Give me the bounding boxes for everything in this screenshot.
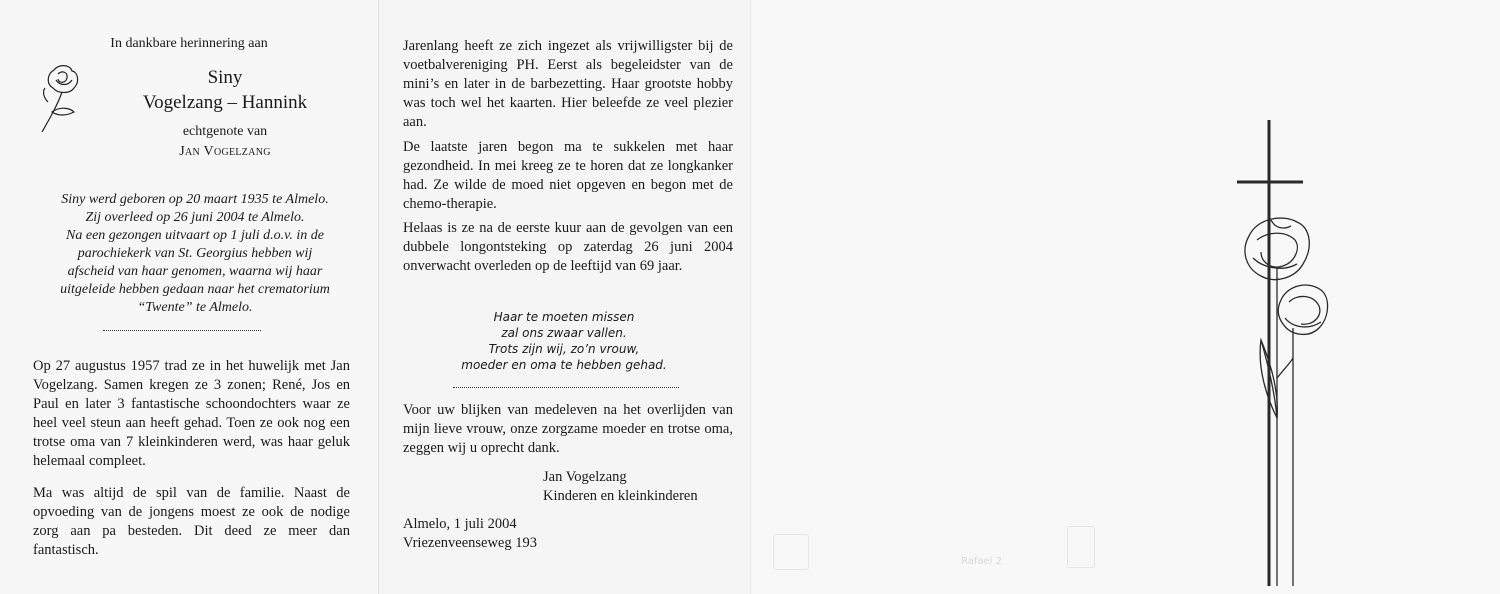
dotted-divider	[103, 330, 261, 331]
poem-line: Haar te moeten missen	[493, 310, 635, 324]
marriage-paragraph: Op 27 augustus 1957 trad ze in het huwelijk met Jan Vogelzang. Samen kregen ze 3 zonen; René, Jos en Paul en later 3 fantastische schoondochters waar ze heel veel steun aan heeft gehad. Toen ze ook nog een trotse oma van 7 kleinkinderen werd, was haar geluk helemaal compleet.	[33, 358, 350, 469]
deceased-full-name: Vogelzang – Hannink	[142, 92, 308, 113]
bio-line: uitgeleide hebben gedaan naar het crematorium	[60, 282, 330, 297]
spouse-prefix: echtgenote van	[182, 124, 268, 139]
signature-block	[543, 468, 743, 506]
printer-emblem-icon	[1067, 526, 1095, 568]
signature-line: Kinderen en kleinkinderen	[543, 488, 698, 504]
volunteer-paragraph: Jarenlang heeft ze zich ingezet als vrijwilligster bij de voetbalvereniging PH. Eerst als begeleidster van de mini’s en later in de barbezetting. Haar grootste hobby was toch wel het kaarten. Hier beleefde ze veel plezier aan.	[403, 38, 733, 130]
biography	[25, 191, 365, 317]
dotted-divider	[453, 387, 679, 388]
family-paragraph: Ma was altijd de spil van de familie. Naast de opvoeding van de jongens moest ze ook de nodige zorg aan pa besteden. Dit deed ze meer dan fantastisch.	[33, 485, 350, 558]
illness-paragraph: De laatste jaren begon ma te sukkelen met haar gezondheid. In mei kreeg ze te horen dat ze longkanker had. Ze wilde de moed niet opgeven en begon met de chemo-therapie.	[403, 139, 733, 212]
bio-line: afscheid van haar genomen, waarna wij haar	[67, 264, 323, 279]
intro-text: In dankbare herinnering aan	[110, 36, 268, 51]
printer-mark: Rafael 2	[961, 556, 1002, 567]
memorial-poem	[379, 309, 749, 373]
spouse-name: Jan Vogelzang	[179, 144, 271, 159]
address-line: Vriezenveenseweg 193	[403, 535, 537, 551]
bio-line: “Twente” te Almelo.	[137, 300, 253, 315]
bio-line: Siny werd geboren op 20 maart 1935 te Almelo.	[61, 192, 329, 207]
card-panel-right	[750, 0, 1500, 594]
poem-line: Trots zijn wij, zo’n vrouw,	[488, 342, 640, 356]
place-date-line: Almelo, 1 juli 2004	[403, 516, 517, 532]
deceased-first-name: Siny	[207, 67, 243, 88]
card-panel-left	[0, 0, 378, 594]
bio-line: parochiekerk van St. Georgius hebben wij	[77, 246, 313, 261]
printer-logo-icon	[773, 534, 809, 570]
place-and-date	[403, 515, 703, 553]
thanks-paragraph: Voor uw blijken van medeleven na het overlijden van mijn lieve vrouw, onze zorgzame moeder en trotse oma, zeggen wij u oprecht dank.	[403, 402, 733, 456]
signature-line: Jan Vogelzang	[543, 469, 627, 485]
cross-with-roses-icon	[1231, 118, 1341, 588]
poem-line: zal ons zwaar vallen.	[501, 326, 627, 340]
bio-line: Zij overleed op 26 juni 2004 te Almelo.	[85, 210, 305, 225]
poem-line: moeder en oma te hebben gehad.	[461, 358, 667, 372]
death-paragraph: Helaas is ze na de eerste kuur aan de gevolgen van een dubbele longontsteking op zaterdag 26 juni 2004 onverwacht overleden op de leeftijd van 69 jaar.	[403, 220, 733, 274]
card-panel-middle	[378, 0, 750, 594]
bio-line: Na een gezongen uitvaart op 1 juli d.o.v. in de	[66, 228, 324, 243]
